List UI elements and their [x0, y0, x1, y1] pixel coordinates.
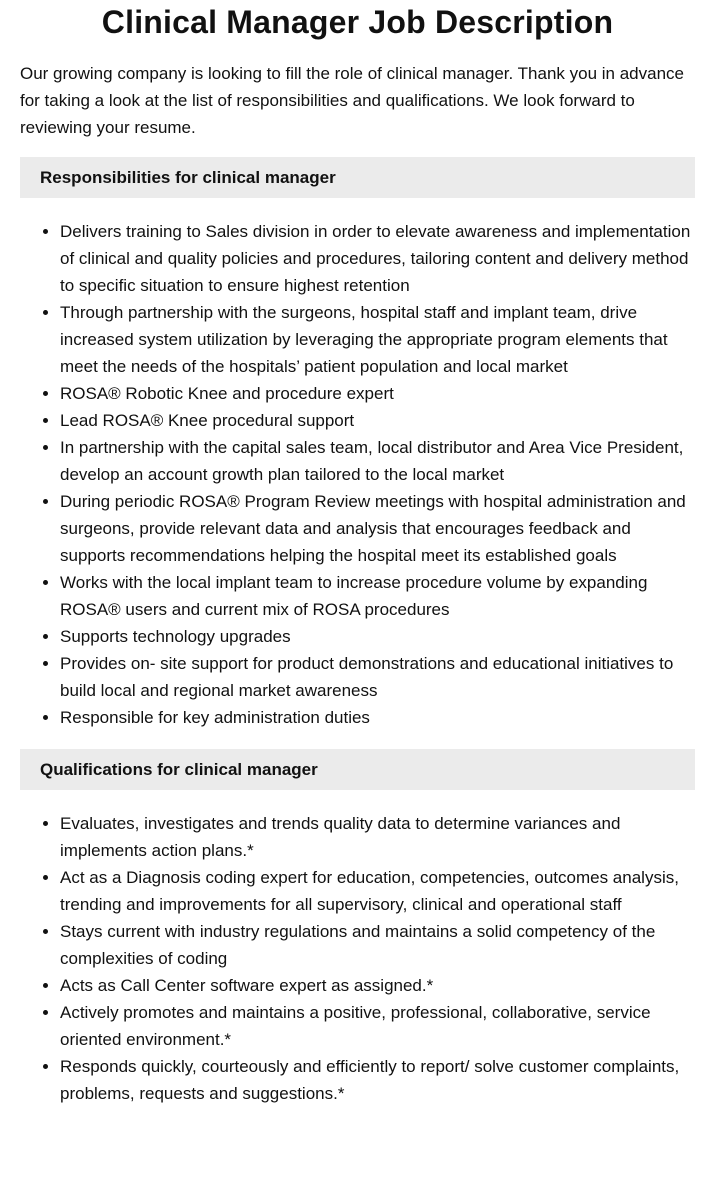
- list-item: • Responsible for key administration duties: [60, 704, 695, 731]
- list-item: • In partnership with the capital sales team, local distributor and Area Vice President, develop an account growth plan tailored to the local market: [60, 434, 695, 488]
- intro-paragraph: Our growing company is looking to fill the role of clinical manager. Thank you in advance for taking a look at the list of responsibilities and qualifications. We look forward to reviewing your resume.: [20, 64, 684, 137]
- list-item: • Delivers training to Sales division in order to elevate awareness and implementation of clinical and quality policies and procedures, tailoring content and delivery method to specific situation to ensure highest retention: [60, 218, 695, 299]
- list-item: • ROSA® Robotic Knee and procedure expert: [60, 380, 695, 407]
- list-item: • Evaluates, investigates and trends quality data to determine variances and implements action plans.*: [60, 810, 695, 864]
- list-item: • Stays current with industry regulations and maintains a solid competency of the complexities of coding: [60, 918, 695, 972]
- list-item: • Acts as Call Center software expert as assigned.*: [60, 972, 695, 999]
- qualifications-heading: Qualifications for clinical manager: [20, 749, 695, 790]
- list-item: • Works with the local implant team to increase procedure volume by expanding ROSA® users and current mix of ROSA procedures: [60, 569, 695, 623]
- list-item: • Responds quickly, courteously and efficiently to report/ solve customer complaints, problems, requests and suggestions.*: [60, 1053, 695, 1107]
- list-item: • Actively promotes and maintains a positive, professional, collaborative, service oriented environment.*: [60, 999, 695, 1053]
- list-item: • During periodic ROSA® Program Review meetings with hospital administration and surgeons, provide relevant data and analysis that encourages feedback and supports recommendations helping the hospital meet its established goals: [60, 488, 695, 569]
- responsibilities-heading: Responsibilities for clinical manager: [20, 157, 695, 198]
- list-item: • Act as a Diagnosis coding expert for education, competencies, outcomes analysis, trending and improvements for all supervisory, clinical and operational staff: [60, 864, 695, 918]
- responsibilities-list: [20, 218, 695, 731]
- list-item: • Provides on- site support for product demonstrations and educational initiatives to build local and regional market awareness: [60, 650, 695, 704]
- page-title: Clinical Manager Job Description: [101, 4, 614, 40]
- list-item: • Lead ROSA® Knee procedural support: [60, 407, 695, 434]
- qualifications-list: [20, 810, 695, 1107]
- list-item: • Through partnership with the surgeons, hospital staff and implant team, drive increased system utilization by leveraging the appropriate program elements that meet the needs of the hospitals’ patient population and local market: [60, 299, 695, 380]
- list-item: • Supports technology upgrades: [60, 623, 695, 650]
